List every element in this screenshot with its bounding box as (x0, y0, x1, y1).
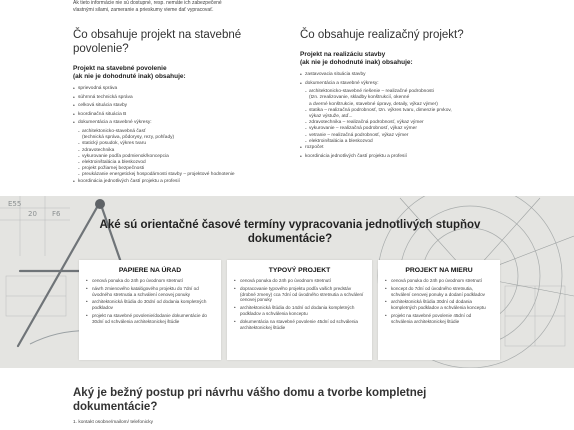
timeline-heading-line: Aké sú orientačné časové termíny vypracovania jednotlivých stupňov (99, 219, 481, 231)
card-list-item: • návrh zmienového katalógového projektu do 7dní od úvodného stretnutia a schválení cenovej ponuky (86, 286, 214, 298)
drawing-label: E55 (8, 200, 22, 208)
card-list-item: • architektonická štúdia do 30dní od dodania kompletných podkladov (86, 299, 214, 311)
list-item: (technická správa, pôdorysy, rezy, pohľady) (82, 135, 175, 141)
process-heading-line: Aký je bežný postup pri návrhu vášho domu a tvorbe kompletnej (73, 387, 427, 399)
card-title: PAPIERE NA ÚRAD (118, 267, 182, 274)
card-list-item: • projekt na stavebné povolenie 45dní od schválenia architektonickej štúdie (385, 313, 493, 325)
list-item: - vetranie – realizačná podrobnosť, výkaz výmer (300, 133, 510, 139)
list-item: • súhrnná technická správa (73, 95, 288, 101)
timeline-band (0, 196, 574, 368)
card-list (234, 278, 365, 330)
card-list-item: • cenová ponuka do 24h po úvodnom stretnutí (385, 278, 493, 284)
list-item: - elektroinštalácia a bleskozvod (73, 160, 288, 166)
list-item: - architektonicko-stavebná časť (73, 129, 288, 135)
list-item: (tzn. zrealizovanie, skladby konštrukcií, okenné (309, 95, 410, 101)
list-item: • celková situácia stavby (73, 103, 288, 109)
process-step: 1. kontakt osobne/mailom/ telefonicky (73, 420, 153, 425)
realization-project-heading: Čo obsahuje realizačný projekt? (300, 29, 464, 41)
card-list-item: • architektonická štúdia 30dní od dodania kompletných podkladov a schválenia konceptu (385, 299, 493, 311)
list-item: • koordinačná situácia B (73, 112, 288, 118)
subheading-line: Projekt na stavebné povolenie (73, 65, 167, 72)
card-office-papers (79, 260, 221, 360)
list-item: • zastavovacia situácia stavby (300, 72, 510, 78)
card-list-item: • koncept do 7dní od úvodného stretnutia, schválení cenovej ponuky a dodaní podkladov (385, 286, 493, 298)
list-item: • sprievodná správa (73, 86, 288, 92)
list-item: - vykurovanie podľa podmienok/koncepcia (73, 154, 288, 160)
building-permit-list (73, 86, 288, 185)
card-list-item: • projekt na stavebné povolenie/dodanie dokumentácie do 30dní od schválenia architektonickej štúdie (86, 313, 214, 325)
card-list (86, 278, 214, 325)
list-item: • dokumentácia a stavebné výkresy: (300, 81, 510, 87)
list-item: - preukázanie energetickej hospodárnosti stavby – projektové hodnotenie (73, 172, 288, 178)
subheading-line: Projekt na realizáciu stavby (300, 51, 386, 58)
list-item: - zdravotechnika (73, 148, 288, 154)
card-custom-project (378, 260, 500, 360)
card-list-item: • cenová ponuka do 24h po úvodnom stretnutí (234, 278, 365, 284)
card-list (385, 278, 493, 325)
list-item: - architektonicko-stavebné riešenie – realizačné podrobnosti (300, 89, 510, 95)
drawing-label: F6 (52, 210, 61, 218)
card-title: TYPOVÝ PROJEKT (268, 267, 331, 274)
card-list-item: • dokumentácia na stavebné povolenie 45dní od schválenia architektonickej štúdie (234, 319, 365, 331)
list-item: • koordinácia jednotlivých častí projektu a profesií (300, 154, 510, 160)
subheading-line: (ak nie je dohodnuté inak) obsahuje: (73, 73, 186, 80)
building-permit-heading: Čo obsahuje projekt na stavebné povolenie? (73, 29, 242, 55)
list-item: výkaz výstuže, atď... (309, 114, 353, 119)
drawing-label: 20 (28, 210, 37, 218)
list-item: - elektroinštalácia a bleskozvod (300, 139, 510, 145)
list-item: • koordinácia jednotlivých častí projektu a profesií (73, 179, 288, 185)
card-list-item: • cenová ponuka do 24h po úvodnom stretnutí (86, 278, 214, 284)
building-permit-section (73, 28, 288, 187)
timeline-heading (90, 218, 490, 246)
list-item: - statika – realizačná podrobnosť, tzn. výkres tvaru, dimenzie prvkov, (300, 108, 510, 114)
process-heading (73, 386, 473, 414)
realization-project-section (300, 28, 510, 162)
list-item: - projekt požiarnej bezpečnosti (73, 166, 288, 172)
list-item: • rozpočet (300, 145, 510, 151)
list-item: - statický posudok, výkres tvaru (73, 141, 288, 147)
subheading-line: (ak nie je dohodnuté inak) obsahuje: (300, 59, 413, 66)
building-permit-subheading (73, 65, 288, 81)
list-item: • dokumentácia a stavebné výkresy: (73, 120, 288, 126)
process-heading-line: dokumentácie? (73, 401, 158, 413)
card-list-item: • dopracovanie typového projektu podľa vašich predstáv (drobné zmeny) cca 7dní od úvodného stretnutia a schválení cenovej ponuky (234, 286, 365, 303)
intro-note (73, 0, 303, 13)
list-item: - zdravotechnika – realizačná podrobnosť, výkaz výmer (300, 120, 510, 126)
intro-note-line: Ak tieto informácie nie sú dostupné, resp. nemáte ich zabezpečené (73, 0, 222, 6)
card-list-item: • architektonická štúdia do 14dní od dodania kompletných podkladov a schválenia konceptu (234, 305, 365, 317)
realization-project-subheading (300, 51, 510, 67)
card-typical-project (227, 260, 372, 360)
list-item: - vykurovanie – realizačná podrobnosť, výkaz výmer (300, 126, 510, 132)
intro-note-line: vlastnými silami, zameranie a prieskumy vieme dať vypracovať. (73, 6, 214, 13)
list-item: a dverné konštrukcie, stavebné úpravy, detaily, výkaz výmer) (309, 101, 438, 107)
timeline-heading-line: dokumentácie? (247, 233, 333, 245)
realization-project-list (300, 72, 510, 160)
card-title: PROJEKT NA MIERU (405, 267, 473, 274)
